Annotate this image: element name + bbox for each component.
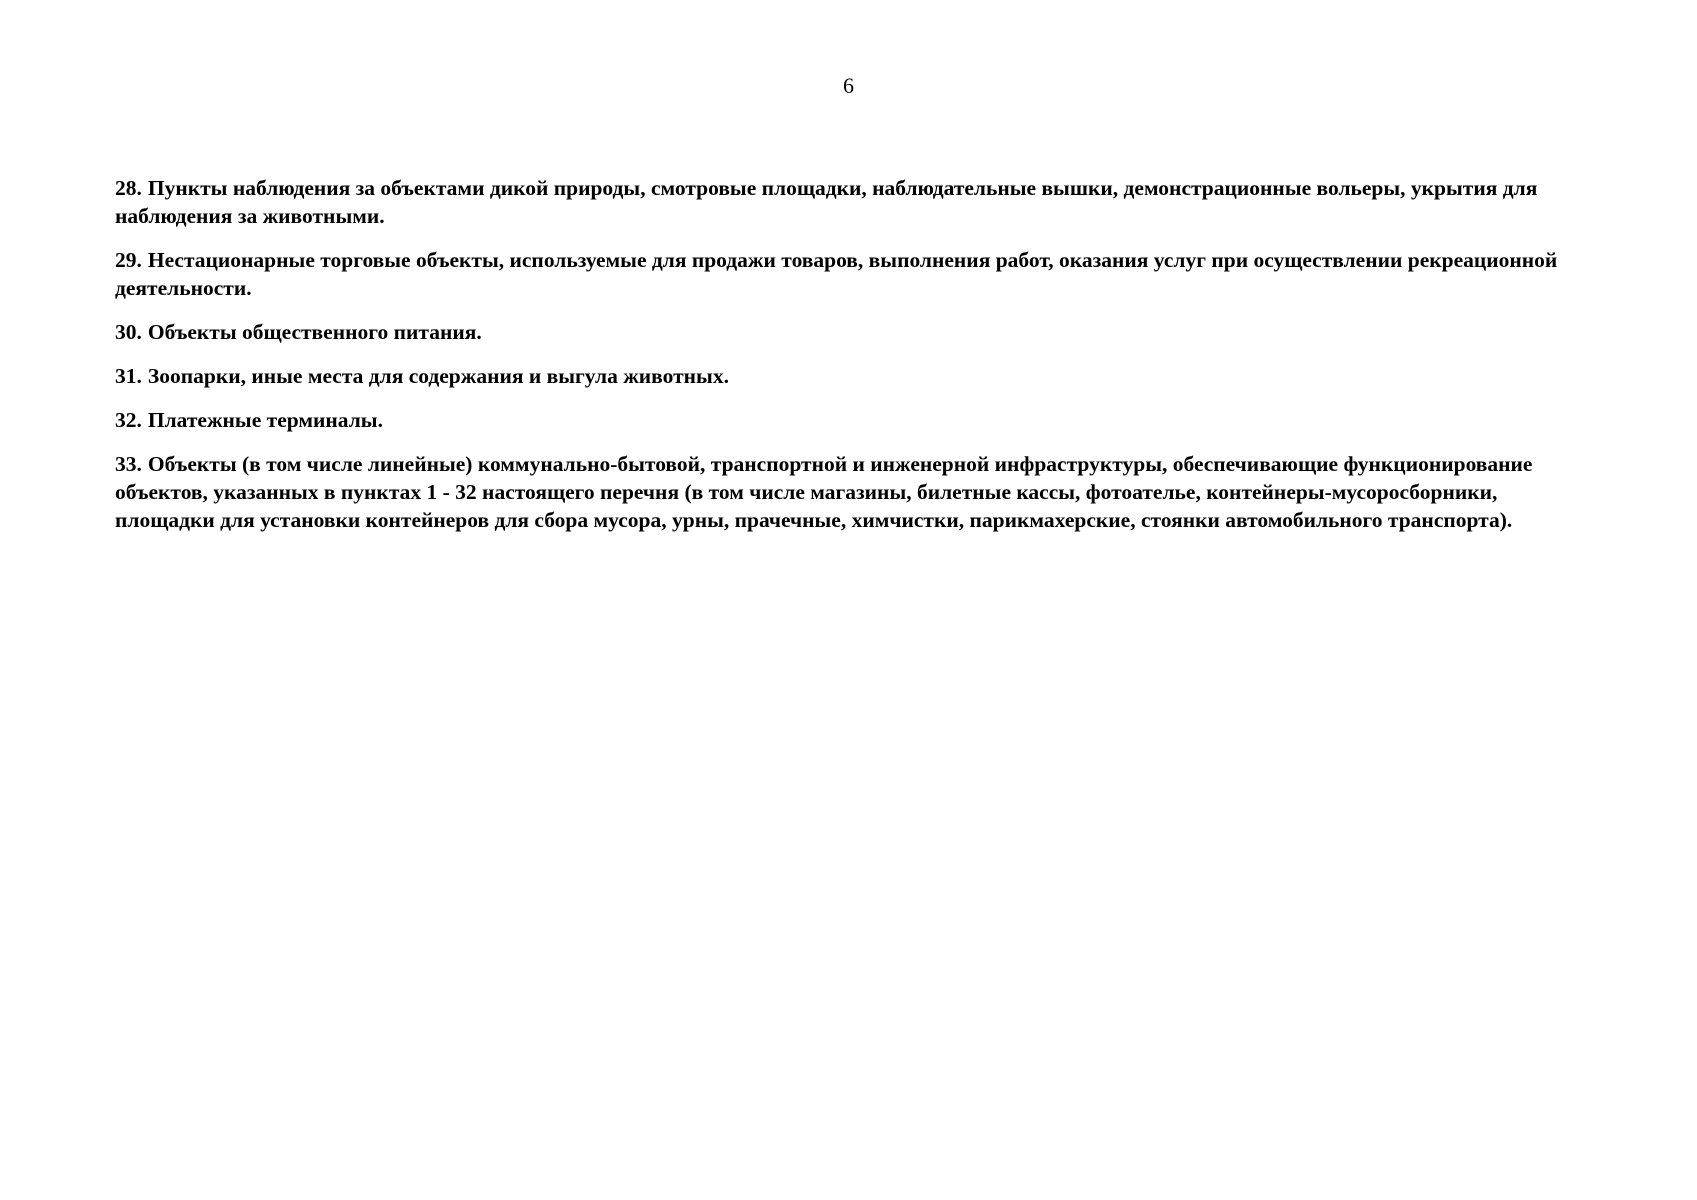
list-item-number: 33.	[115, 452, 142, 476]
list-item-text: Объекты (в том числе линейные) коммунально-бытовой, транспортной и инженерной инфраструктуры, обеспечивающие функционирование объектов, указанных в пунктах 1 - 32 настоящего перечня (в том числе магазины, билетные кассы, фотоателье, контейнеры-мусоросборники, площадки для установки контейнеров для сбора мусора, урны, прачечные, химчистки, парикмахерские, стоянки автомобильного транспорта).	[115, 452, 1533, 532]
list-item	[115, 362, 1595, 390]
list-item-number: 29.	[115, 248, 142, 272]
list-item-number: 32.	[115, 408, 142, 432]
list-item	[115, 406, 1595, 434]
list-item-text: Платежные терминалы.	[147, 408, 383, 432]
list-item	[115, 318, 1595, 346]
list-item	[115, 246, 1595, 302]
page-number: 6	[843, 73, 854, 98]
list-item	[115, 450, 1595, 534]
list-item-text: Нестационарные торговые объекты, используемые для продажи товаров, выполнения работ, оказания услуг при осуществлении рекреационной деятельности.	[115, 248, 1558, 300]
list-item-text: Пункты наблюдения за объектами дикой природы, смотровые площадки, наблюдательные вышки, демонстрационные вольеры, укрытия для наблюдения за животными.	[115, 176, 1538, 228]
list-item-number: 30.	[115, 320, 142, 344]
list-item-text: Зоопарки, иные места для содержания и выгула животных.	[147, 364, 729, 388]
list-item-number: 31.	[115, 364, 142, 388]
list-item-number: 28.	[115, 176, 142, 200]
document-body	[115, 174, 1595, 550]
list-item	[115, 174, 1595, 230]
list-item-text: Объекты общественного питания.	[147, 320, 482, 344]
